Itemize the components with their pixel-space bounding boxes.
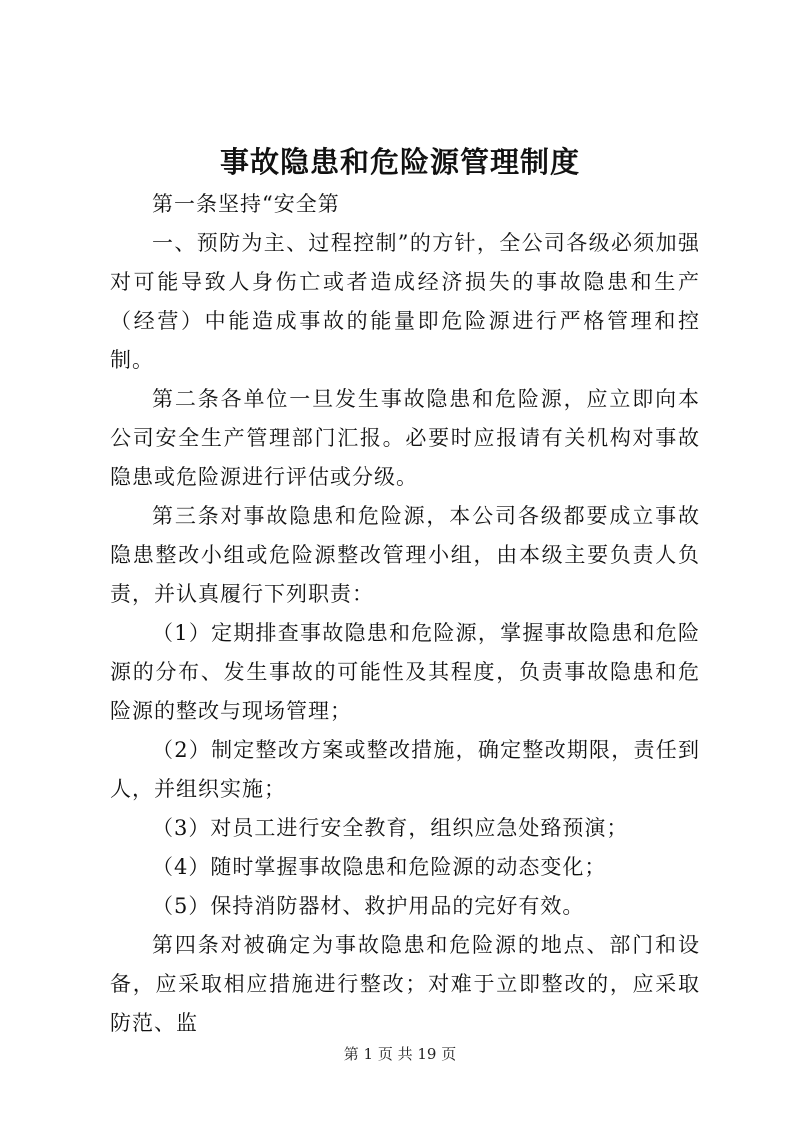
document-body [110,185,700,1043]
paragraph-article-1-intro: 第一条坚持“安全第 [152,192,340,216]
list-item-duty-3: （3）对员工进行安全教育，组织应急处臵预演； [152,816,629,840]
page-footer: 第 1 页 共 19 页 [343,1045,457,1063]
paragraph-article-2: 第二条各单位一旦发生事故隐患和危险源，应立即向本公司安全生产管理部门汇报。必要时应报请有关机构对事故隐患或危险源进行评估或分级。 [110,387,700,489]
paragraph-article-4: 第四条对被确定为事故隐患和危险源的地点、部门和设备，应采取相应措施进行整改；对难于立即整改的，应采取防范、监 [110,933,700,1035]
list-item-duty-1: （1）定期排查事故隐患和危险源，掌握事故隐患和危险源的分布、发生事故的可能性及其程度，负责事故隐患和危险源的整改与现场管理； [110,621,700,723]
list-item-duty-4: （4）随时掌握事故隐患和危险源的动态变化； [152,855,607,879]
list-item-duty-5: （5）保持消防器材、救护用品的完好有效。 [152,894,585,918]
paragraph-article-1: 一、预防为主、过程控制”的方针，全公司各级必须加强对可能导致人身伤亡或者造成经济损失的事故隐患和生产（经营）中能造成事故的能量即危险源进行严格管理和控制。 [110,231,700,372]
paragraph-article-3: 第三条对事故隐患和危险源，本公司各级都要成立事故隐患整改小组或危险源整改管理小组，由本级主要负责人负责，并认真履行下列职责： [110,504,700,606]
document-title: 事故隐患和危险源管理制度 [219,145,580,179]
list-item-duty-2: （2）制定整改方案或整改措施，确定整改期限，责任到人，并组织实施； [110,738,700,801]
